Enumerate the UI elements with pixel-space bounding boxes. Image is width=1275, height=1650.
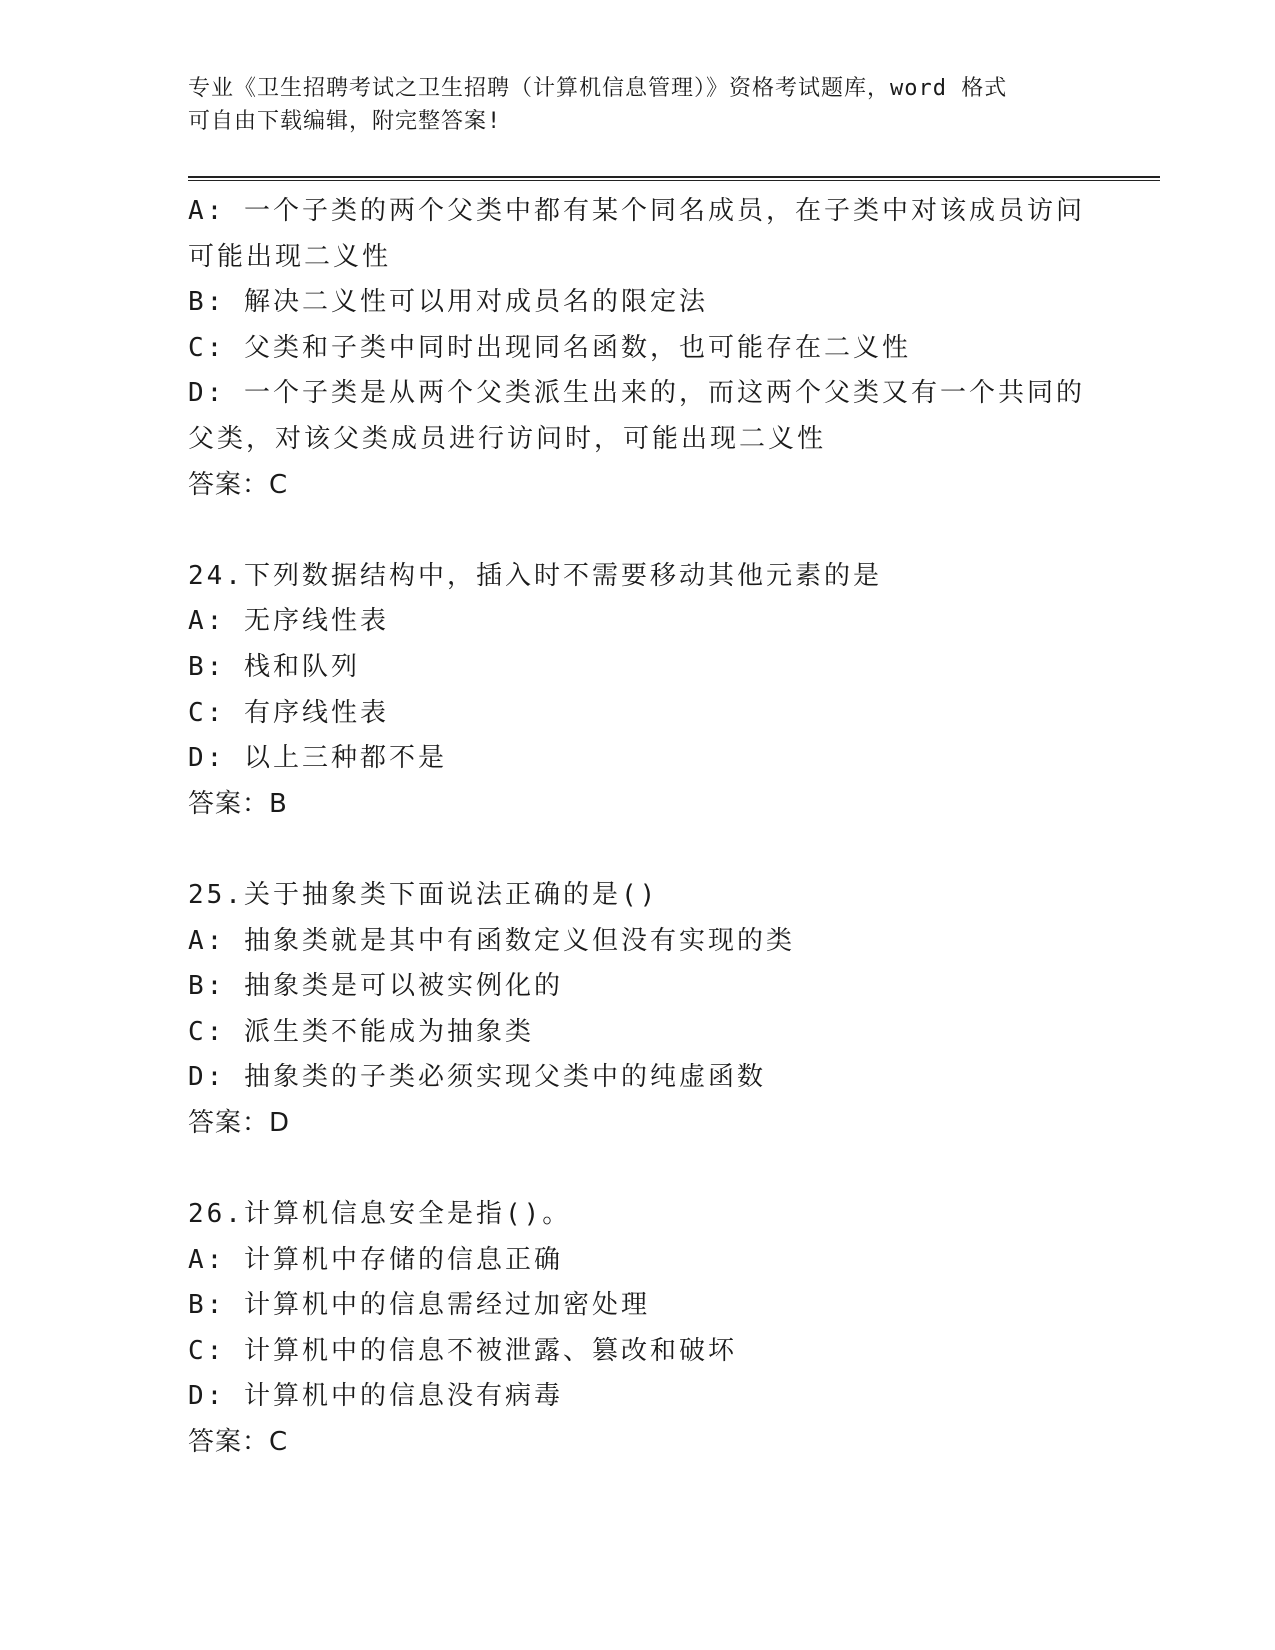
spacer <box>188 827 1088 873</box>
question-text: 24.下列数据结构中，插入时不需要移动其他元素的是 <box>188 560 882 591</box>
option-d: D: 一个子类是从两个父类派生出来的，而这两个父类又有一个共同的 <box>188 378 1085 409</box>
answer-line: 答案：B <box>188 788 288 819</box>
answer-line: 答案：C <box>188 469 289 500</box>
option-a: A: 无序线性表 <box>188 606 389 637</box>
option-c: C: 父类和子类中同时出现同名函数，也可能存在二义性 <box>188 332 911 363</box>
question-text: 25.关于抽象类下面说法正确的是() <box>188 879 659 910</box>
answer-line: 答案：D <box>188 1107 291 1138</box>
question-23-options <box>188 189 1088 508</box>
answer-line: 答案：C <box>188 1427 289 1458</box>
question-26 <box>188 1192 1088 1466</box>
option-a: A: 计算机中存储的信息正确 <box>188 1244 563 1275</box>
question-25 <box>188 873 1088 1147</box>
option-b: B: 栈和队列 <box>188 651 360 682</box>
option-a: A: 抽象类就是其中有函数定义但没有实现的类 <box>188 925 795 956</box>
option-d-continued: 父类，对该父类成员进行访问时，可能出现二义性 <box>188 423 827 454</box>
option-c: C: 有序线性表 <box>188 697 389 728</box>
header-line-1: 专业《卫生招聘考试之卫生招聘（计算机信息管理）》资格考试题库，word 格式 <box>188 76 1008 101</box>
document-header <box>188 72 1088 138</box>
option-d: D: 计算机中的信息没有病毒 <box>188 1381 563 1412</box>
option-b: B: 解决二义性可以用对成员名的限定法 <box>188 287 708 318</box>
option-b: B: 计算机中的信息需经过加密处理 <box>188 1290 650 1321</box>
question-text: 26.计算机信息安全是指()。 <box>188 1199 572 1230</box>
header-divider <box>188 176 1160 181</box>
option-d: D: 抽象类的子类必须实现父类中的纯虚函数 <box>188 1062 766 1093</box>
spacer <box>188 508 1088 554</box>
option-c: C: 派生类不能成为抽象类 <box>188 1016 534 1047</box>
question-24 <box>188 554 1088 828</box>
option-b: B: 抽象类是可以被实例化的 <box>188 971 563 1002</box>
option-a-continued: 可能出现二义性 <box>188 241 392 272</box>
question-list <box>188 189 1088 1466</box>
header-line-2: 可自由下载编辑，附完整答案! <box>188 109 502 134</box>
option-a: A: 一个子类的两个父类中都有某个同名成员，在子类中对该成员访问 <box>188 196 1085 226</box>
option-c: C: 计算机中的信息不被泄露、篡改和破坏 <box>188 1335 737 1366</box>
spacer <box>188 1146 1088 1192</box>
option-d: D: 以上三种都不是 <box>188 743 447 774</box>
